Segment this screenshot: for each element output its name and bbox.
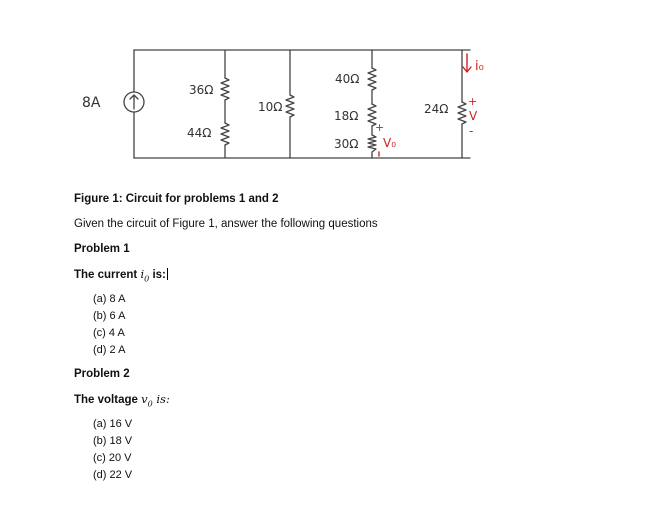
resistor-44-label: 44Ω	[187, 126, 212, 140]
figure-caption: Figure 1: Circuit for problems 1 and 2	[74, 193, 279, 205]
source-arrow-icon	[130, 95, 138, 109]
problem1-question-suffix: is:	[149, 269, 166, 281]
problem2-question-prefix: The voltage	[74, 394, 142, 406]
resistor-30-zigzag	[368, 135, 376, 155]
problem1-option-b: (b) 6 A	[93, 310, 126, 322]
vo-plus-sign: +	[375, 121, 385, 134]
v-plus-sign: +	[468, 95, 478, 108]
resistor-24-label: 24Ω	[424, 102, 449, 116]
resistor-44-zigzag	[221, 123, 229, 145]
resistor-30-label: 30Ω	[334, 137, 359, 151]
problem2-option-c: (c) 20 V	[93, 452, 132, 464]
resistor-10-label: 10Ω	[258, 100, 283, 114]
problem1-question	[74, 267, 168, 286]
intro-text: Given the circuit of Figure 1, answer the following questions	[74, 218, 378, 230]
problem2-option-d: (d) 22 V	[93, 469, 133, 481]
v-minus-sign: -	[469, 124, 474, 138]
io-label: i₀	[475, 59, 484, 74]
io-arrow-icon	[463, 54, 471, 72]
problem2-option-b: (b) 18 V	[93, 435, 133, 447]
problem1-question-prefix: The current	[74, 269, 141, 281]
problem2-question-suffix: is:	[152, 392, 170, 406]
problem1-option-d: (d) 2 A	[93, 344, 126, 356]
problem1-option-a: (a) 8 A	[93, 293, 126, 305]
resistor-24-zigzag	[458, 102, 466, 124]
problem1-option-c: (c) 4 A	[93, 327, 125, 339]
resistor-40-zigzag	[368, 68, 376, 90]
problem1-heading: Problem 1	[74, 243, 130, 255]
problem2-symbol: v	[141, 392, 148, 406]
problem2-heading: Problem 2	[74, 368, 130, 380]
problem2-subscript: 0	[147, 399, 153, 409]
problem1-subscript: 0	[144, 274, 150, 284]
text-cursor	[167, 268, 168, 280]
v-label: V	[469, 109, 478, 123]
resistor-36-label: 36Ω	[189, 83, 214, 97]
source-label: 8A	[82, 95, 101, 111]
resistor-36-zigzag	[221, 78, 229, 100]
resistor-40-label: 40Ω	[335, 72, 360, 86]
resistor-18-label: 18Ω	[334, 109, 359, 123]
problem2-question	[74, 392, 170, 411]
vo-label: V₀	[383, 136, 397, 150]
problem2-option-a: (a) 16 V	[93, 418, 133, 430]
problem1-symbol: i	[140, 267, 145, 281]
resistor-10-zigzag	[286, 95, 294, 117]
circuit-figure	[72, 40, 512, 170]
